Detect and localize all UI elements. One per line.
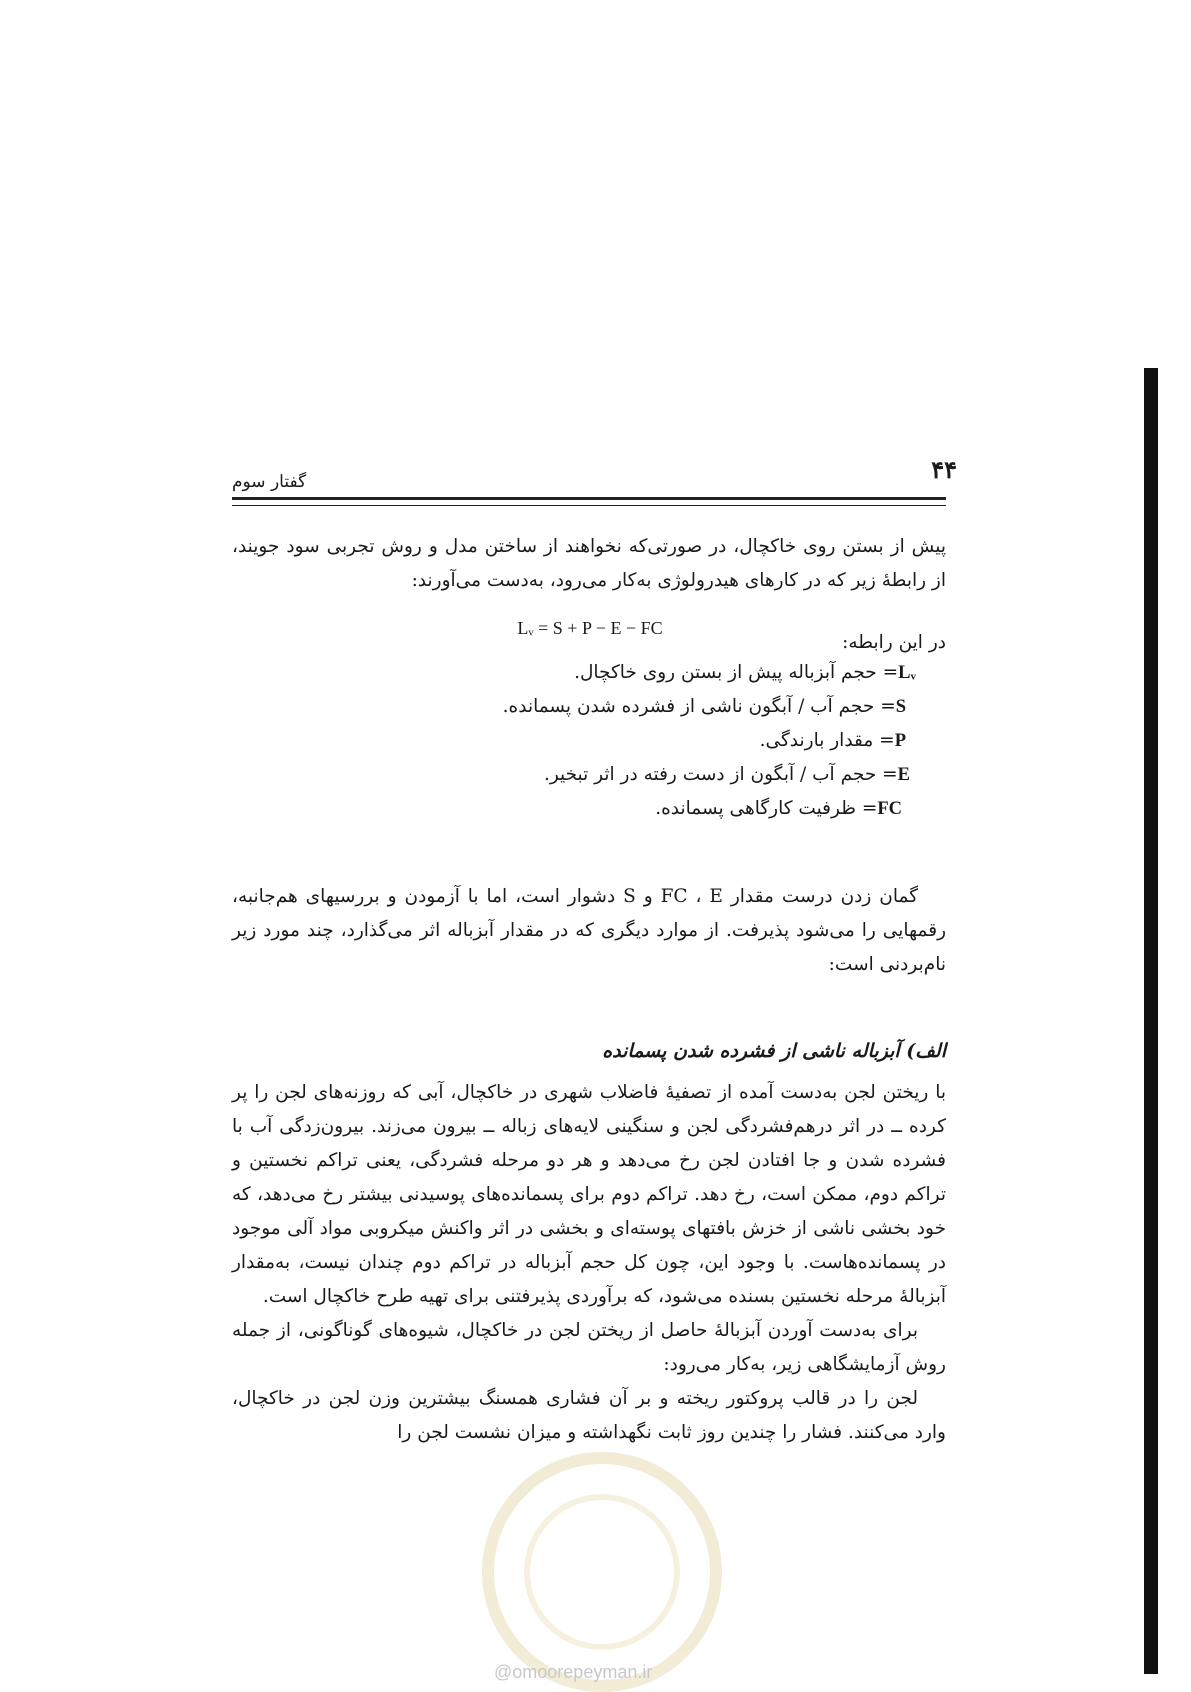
definition-lv (360, 656, 916, 690)
watermark-seal-icon (482, 1452, 722, 1692)
definition-text: = حجم آب / آبگون از دست رفته در اثر تبخیر. (543, 764, 898, 785)
after-definitions-paragraph: گمان زدن درست مقدار FC ، E و S دشوار است، اما با آزمودن و بررسیهای هم‌جانبه، رقمهایی را می‌شود پذیرفت. از موارد دیگری که در مقدار آبزباله اثر می‌گذارد، چند مورد زیر نام‌بردنی است: (232, 886, 946, 975)
header-rule-thin (232, 505, 946, 506)
definition-symbol: Lᵥ (898, 663, 916, 683)
definition-e (360, 758, 910, 792)
where-block (232, 626, 946, 660)
intro-paragraph: پیش از بستن روی خاکچال، در صورتی‌که نخواهند از ساختن مدل و روش تجربی سود جویند، از رابطهٔ زیر که در کارهای هیدرولوژی به‌کار می‌رود، به‌دست می‌آورند: (232, 536, 946, 591)
where-label: در این رابطه: (842, 632, 946, 653)
leachate-formula: Lᵥ = S + P − E − FC (517, 618, 663, 638)
definition-list (360, 656, 916, 826)
definition-text: = حجم آبزباله پیش از بستن روی خاکچال. (574, 662, 899, 683)
site-credit: @omoorepeyman.ir (494, 1662, 653, 1682)
definition-fc (360, 792, 902, 826)
definition-p (360, 724, 906, 758)
header-rule-thick (232, 497, 946, 500)
section-body (232, 1076, 946, 1450)
definition-text: = مقدار بارندگی. (759, 730, 895, 751)
section-heading: الف) آبزباله ناشی از فشرده شدن پسمانده (602, 1040, 946, 1062)
definition-symbol: E (897, 765, 910, 785)
section-paragraph-1: با ریختن لجن به‌دست آمده از تصفیهٔ فاضلاب شهری در خاکچال، آبی که روزنه‌های لجن را پر کرده ــ در اثر درهم‌فشردگی لجن و سنگینی لایه‌های زباله ــ بیرون می‌زند. بیرون‌زدگی آب با فشرده شدن و جا افتادن لجن رخ می‌دهد و هر دو مرحله فشردگی، یعنی تراکم نخستین و تراکم دوم، ممکن است، رخ دهد. تراکم دوم برای پسمانده‌های پوسیدنی بیشتر رخ می‌دهد، که خود بخشی ناشی از خزش بافتهای پوسته‌ای و بخشی در اثر واکنش میکروبی مواد آلی موجود در پسمانده‌هاست. با وجود این، چون کل حجم آبزباله در تراکم دوم چندان نیست، به‌مقدار آبزبالهٔ مرحله نخستین بسنده می‌شود، که برآوردی پذیرفتنی برای تهیه طرح خاکچال است. (232, 1082, 946, 1307)
after-definitions-block (232, 880, 946, 982)
definition-symbol: P (894, 731, 906, 751)
watermark-inner-ring (524, 1494, 680, 1650)
definition-symbol: S (895, 697, 906, 717)
definition-s (360, 690, 906, 724)
chapter-title: گفتار سوم (232, 472, 307, 492)
definition-symbol: FC (877, 799, 902, 819)
section-paragraph-3: لجن را در قالب پروکتور ریخته و بر آن فشاری همسنگ بیشترین وزن لجن در خاکچال، وارد می‌کنند. فشار را چندین روز ثابت نگهداشته و میزان نشست لجن را (232, 1388, 946, 1443)
scan-edge-bar (1144, 368, 1158, 1674)
page-number: ۴۴ (931, 455, 957, 484)
intro-block (232, 530, 946, 598)
definition-text: = حجم آب / آبگون ناشی از فشرده شدن پسمانده. (502, 696, 896, 717)
section-paragraph-2: برای به‌دست آوردن آبزبالهٔ حاصل از ریختن لجن در خاکچال، شیوه‌های گوناگونی، از جمله روش آزمایشگاهی زیر، به‌کار می‌رود: (232, 1320, 946, 1375)
definition-text: = ظرفیت کارگاهی پسمانده. (655, 798, 878, 819)
